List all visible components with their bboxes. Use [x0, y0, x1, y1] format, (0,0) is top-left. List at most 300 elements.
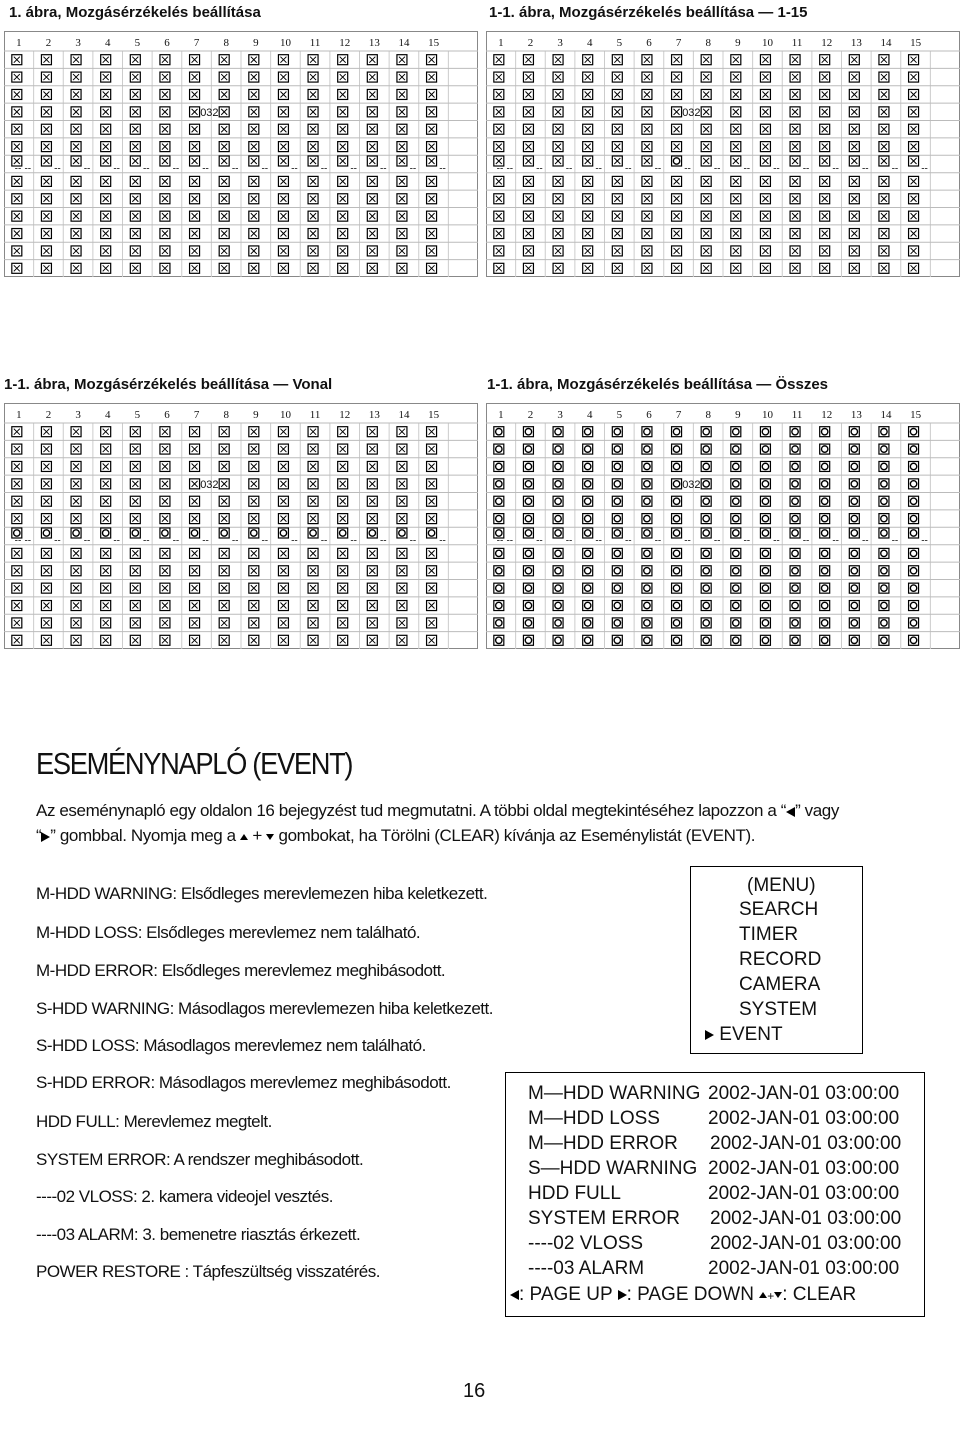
- motion-cell[interactable]: [427, 211, 437, 221]
- motion-cell[interactable]: [790, 72, 800, 82]
- motion-cell[interactable]: [71, 72, 81, 82]
- motion-cell[interactable]: [731, 55, 741, 65]
- motion-cell[interactable]: [71, 601, 81, 611]
- motion-cell[interactable]: [494, 55, 504, 65]
- motion-cell[interactable]: [612, 55, 622, 65]
- motion-cell-active[interactable]: [553, 601, 563, 611]
- motion-cell[interactable]: [790, 246, 800, 256]
- motion-cell[interactable]: [701, 124, 711, 134]
- motion-cell[interactable]: [879, 229, 889, 239]
- motion-cell-active[interactable]: [909, 427, 919, 437]
- motion-cell[interactable]: [278, 566, 288, 576]
- motion-cell[interactable]: [583, 176, 593, 186]
- motion-cell-active[interactable]: [760, 601, 770, 611]
- motion-cell[interactable]: [12, 514, 22, 524]
- motion-cell[interactable]: [397, 156, 407, 166]
- motion-cell-active[interactable]: [731, 496, 741, 506]
- motion-cell[interactable]: [160, 479, 170, 489]
- motion-cell[interactable]: [101, 635, 111, 645]
- motion-cell[interactable]: [397, 479, 407, 489]
- motion-cell[interactable]: [278, 479, 288, 489]
- motion-cell-active[interactable]: [820, 479, 830, 489]
- motion-cell[interactable]: [612, 124, 622, 134]
- motion-cell-active[interactable]: [731, 528, 741, 538]
- motion-cell[interactable]: [71, 514, 81, 524]
- motion-cell[interactable]: [397, 229, 407, 239]
- motion-cell[interactable]: [909, 263, 919, 273]
- motion-cell[interactable]: [101, 124, 111, 134]
- motion-cell-active[interactable]: [583, 583, 593, 593]
- motion-cell-active[interactable]: [879, 427, 889, 437]
- motion-cell-active[interactable]: [642, 496, 652, 506]
- motion-cell[interactable]: [553, 107, 563, 117]
- motion-cell[interactable]: [130, 479, 140, 489]
- motion-cell-active[interactable]: [701, 514, 711, 524]
- motion-cell[interactable]: [760, 156, 770, 166]
- motion-cell[interactable]: [672, 229, 682, 239]
- motion-cell[interactable]: [308, 72, 318, 82]
- motion-cell-active[interactable]: [820, 427, 830, 437]
- motion-cell[interactable]: [71, 583, 81, 593]
- motion-cell[interactable]: [427, 107, 437, 117]
- motion-cell-active[interactable]: [820, 548, 830, 558]
- motion-cell[interactable]: [219, 55, 229, 65]
- motion-cell[interactable]: [308, 263, 318, 273]
- motion-cell[interactable]: [849, 142, 859, 152]
- motion-cell-active[interactable]: [523, 528, 533, 538]
- motion-cell[interactable]: [249, 107, 259, 117]
- motion-cell[interactable]: [494, 194, 504, 204]
- motion-cell-active[interactable]: [849, 528, 859, 538]
- motion-cell[interactable]: [219, 444, 229, 454]
- motion-cell[interactable]: [820, 142, 830, 152]
- motion-cell[interactable]: [397, 55, 407, 65]
- motion-cell[interactable]: [249, 479, 259, 489]
- motion-cell[interactable]: [12, 263, 22, 273]
- motion-cell[interactable]: [190, 124, 200, 134]
- motion-cell-active[interactable]: [731, 427, 741, 437]
- motion-cell-active[interactable]: [553, 514, 563, 524]
- motion-cell[interactable]: [731, 263, 741, 273]
- motion-cell[interactable]: [130, 55, 140, 65]
- motion-cell[interactable]: [790, 124, 800, 134]
- motion-cell-active[interactable]: [672, 444, 682, 454]
- motion-cell[interactable]: [583, 55, 593, 65]
- motion-cell-active[interactable]: [583, 496, 593, 506]
- motion-cell[interactable]: [41, 583, 51, 593]
- motion-cell-active[interactable]: [494, 444, 504, 454]
- motion-cell[interactable]: [849, 176, 859, 186]
- motion-cell[interactable]: [308, 444, 318, 454]
- motion-cell[interactable]: [790, 176, 800, 186]
- motion-cell[interactable]: [760, 55, 770, 65]
- motion-cell[interactable]: [190, 548, 200, 558]
- motion-cell[interactable]: [397, 461, 407, 471]
- motion-cell[interactable]: [190, 618, 200, 628]
- motion-cell[interactable]: [494, 263, 504, 273]
- motion-cell[interactable]: [219, 72, 229, 82]
- motion-cell-active[interactable]: [731, 618, 741, 628]
- motion-cell[interactable]: [190, 211, 200, 221]
- motion-cell-active[interactable]: [612, 496, 622, 506]
- motion-cell-active[interactable]: [820, 444, 830, 454]
- motion-cell[interactable]: [160, 194, 170, 204]
- motion-cell[interactable]: [71, 246, 81, 256]
- motion-cell[interactable]: [427, 566, 437, 576]
- motion-cell[interactable]: [338, 72, 348, 82]
- motion-cell[interactable]: [879, 194, 889, 204]
- motion-cell[interactable]: [249, 514, 259, 524]
- motion-cell-active[interactable]: [879, 618, 889, 628]
- motion-cell[interactable]: [219, 107, 229, 117]
- motion-cell[interactable]: [160, 107, 170, 117]
- motion-cell[interactable]: [790, 263, 800, 273]
- motion-cell-active[interactable]: [701, 479, 711, 489]
- motion-cell[interactable]: [427, 496, 437, 506]
- motion-cell-active[interactable]: [909, 528, 919, 538]
- motion-cell-active[interactable]: [553, 566, 563, 576]
- motion-cell-active[interactable]: [790, 427, 800, 437]
- motion-cell-active[interactable]: [879, 461, 889, 471]
- motion-cell[interactable]: [12, 479, 22, 489]
- motion-cell[interactable]: [308, 548, 318, 558]
- motion-cell[interactable]: [879, 246, 889, 256]
- motion-cell[interactable]: [41, 548, 51, 558]
- motion-cell[interactable]: [130, 461, 140, 471]
- motion-cell[interactable]: [308, 601, 318, 611]
- motion-cell[interactable]: [879, 176, 889, 186]
- motion-cell-active[interactable]: [494, 496, 504, 506]
- motion-cell[interactable]: [130, 229, 140, 239]
- motion-cell-active[interactable]: [701, 444, 711, 454]
- motion-cell[interactable]: [397, 176, 407, 186]
- motion-cell[interactable]: [190, 514, 200, 524]
- motion-cell[interactable]: [71, 55, 81, 65]
- motion-cell[interactable]: [367, 176, 377, 186]
- motion-cell-active[interactable]: [879, 635, 889, 645]
- motion-cell[interactable]: [731, 89, 741, 99]
- motion-cell[interactable]: [101, 566, 111, 576]
- motion-cell-active[interactable]: [672, 427, 682, 437]
- motion-cell[interactable]: [397, 194, 407, 204]
- motion-cell-active[interactable]: [642, 566, 652, 576]
- motion-cell[interactable]: [101, 263, 111, 273]
- motion-cell[interactable]: [12, 461, 22, 471]
- motion-cell-active[interactable]: [909, 479, 919, 489]
- motion-cell[interactable]: [249, 176, 259, 186]
- motion-cell[interactable]: [338, 211, 348, 221]
- motion-cell[interactable]: [790, 229, 800, 239]
- motion-cell[interactable]: [642, 229, 652, 239]
- motion-cell-active[interactable]: [879, 583, 889, 593]
- motion-cell[interactable]: [849, 156, 859, 166]
- motion-cell[interactable]: [427, 514, 437, 524]
- motion-cell[interactable]: [849, 107, 859, 117]
- motion-cell-active[interactable]: [190, 528, 200, 538]
- motion-cell[interactable]: [249, 89, 259, 99]
- motion-cell[interactable]: [278, 89, 288, 99]
- motion-cell-active[interactable]: [672, 601, 682, 611]
- motion-cell[interactable]: [41, 514, 51, 524]
- motion-cell[interactable]: [41, 427, 51, 437]
- motion-cell-active[interactable]: [672, 514, 682, 524]
- motion-cell[interactable]: [790, 142, 800, 152]
- motion-cell-active[interactable]: [849, 461, 859, 471]
- motion-cell[interactable]: [523, 211, 533, 221]
- motion-cell[interactable]: [642, 246, 652, 256]
- motion-cell[interactable]: [71, 263, 81, 273]
- motion-cell[interactable]: [427, 142, 437, 152]
- motion-cell-active[interactable]: [820, 566, 830, 576]
- motion-cell-active[interactable]: [130, 528, 140, 538]
- motion-cell-active[interactable]: [909, 566, 919, 576]
- motion-cell-active[interactable]: [523, 548, 533, 558]
- motion-cell-active[interactable]: [701, 601, 711, 611]
- motion-cell[interactable]: [397, 514, 407, 524]
- motion-cell[interactable]: [101, 548, 111, 558]
- motion-cell[interactable]: [427, 229, 437, 239]
- motion-cell-active[interactable]: [367, 528, 377, 538]
- motion-cell-active[interactable]: [523, 514, 533, 524]
- motion-cell-active[interactable]: [553, 618, 563, 628]
- motion-cell[interactable]: [494, 176, 504, 186]
- motion-cell[interactable]: [397, 496, 407, 506]
- motion-cell-active[interactable]: [523, 444, 533, 454]
- motion-cell[interactable]: [879, 107, 889, 117]
- motion-cell[interactable]: [219, 89, 229, 99]
- motion-cell[interactable]: [190, 444, 200, 454]
- motion-cell[interactable]: [12, 142, 22, 152]
- motion-cell-active[interactable]: [820, 583, 830, 593]
- motion-cell[interactable]: [397, 211, 407, 221]
- motion-cell[interactable]: [190, 142, 200, 152]
- motion-cell[interactable]: [278, 142, 288, 152]
- motion-cell-active[interactable]: [790, 583, 800, 593]
- motion-cell[interactable]: [71, 156, 81, 166]
- motion-cell[interactable]: [849, 72, 859, 82]
- motion-cell[interactable]: [160, 444, 170, 454]
- motion-cell[interactable]: [12, 55, 22, 65]
- motion-cell-active[interactable]: [879, 514, 889, 524]
- motion-cell[interactable]: [760, 72, 770, 82]
- motion-cell[interactable]: [642, 176, 652, 186]
- motion-cell[interactable]: [71, 566, 81, 576]
- motion-cell-active[interactable]: [612, 427, 622, 437]
- motion-cell[interactable]: [71, 89, 81, 99]
- motion-cell-active[interactable]: [583, 618, 593, 628]
- motion-cell[interactable]: [101, 444, 111, 454]
- motion-cell[interactable]: [672, 72, 682, 82]
- motion-cell[interactable]: [397, 142, 407, 152]
- motion-cell[interactable]: [494, 211, 504, 221]
- motion-cell-active[interactable]: [701, 461, 711, 471]
- motion-cell-active[interactable]: [672, 583, 682, 593]
- motion-cell[interactable]: [338, 246, 348, 256]
- motion-cell[interactable]: [130, 427, 140, 437]
- motion-cell-active[interactable]: [879, 566, 889, 576]
- motion-cell[interactable]: [219, 583, 229, 593]
- motion-cell-active[interactable]: [642, 618, 652, 628]
- motion-cell-active[interactable]: [553, 548, 563, 558]
- motion-cell-active[interactable]: [760, 583, 770, 593]
- motion-cell[interactable]: [160, 89, 170, 99]
- motion-cell[interactable]: [820, 229, 830, 239]
- motion-cell[interactable]: [523, 89, 533, 99]
- motion-cell[interactable]: [190, 156, 200, 166]
- motion-cell[interactable]: [397, 124, 407, 134]
- motion-cell-active[interactable]: [672, 635, 682, 645]
- motion-cell[interactable]: [672, 246, 682, 256]
- motion-cell-active[interactable]: [672, 618, 682, 628]
- motion-cell-active[interactable]: [612, 583, 622, 593]
- motion-cell[interactable]: [427, 194, 437, 204]
- motion-cell-active[interactable]: [672, 548, 682, 558]
- motion-cell[interactable]: [790, 194, 800, 204]
- motion-cell-active[interactable]: [612, 528, 622, 538]
- motion-cell[interactable]: [278, 461, 288, 471]
- motion-cell[interactable]: [879, 211, 889, 221]
- motion-cell[interactable]: [731, 156, 741, 166]
- motion-cell[interactable]: [190, 427, 200, 437]
- motion-cell[interactable]: [731, 229, 741, 239]
- motion-cell[interactable]: [130, 107, 140, 117]
- motion-cell-active[interactable]: [760, 635, 770, 645]
- motion-cell[interactable]: [553, 263, 563, 273]
- motion-cell[interactable]: [12, 583, 22, 593]
- motion-cell[interactable]: [397, 583, 407, 593]
- motion-cell[interactable]: [909, 246, 919, 256]
- motion-cell-active[interactable]: [494, 479, 504, 489]
- motion-cell[interactable]: [642, 194, 652, 204]
- motion-cell[interactable]: [367, 142, 377, 152]
- motion-cell[interactable]: [849, 263, 859, 273]
- motion-cell[interactable]: [338, 89, 348, 99]
- motion-cell-active[interactable]: [820, 601, 830, 611]
- motion-cell[interactable]: [12, 601, 22, 611]
- motion-cell-active[interactable]: [849, 583, 859, 593]
- motion-cell-active[interactable]: [849, 444, 859, 454]
- motion-cell[interactable]: [160, 263, 170, 273]
- motion-cell-active[interactable]: [642, 427, 652, 437]
- motion-cell[interactable]: [12, 548, 22, 558]
- motion-cell[interactable]: [101, 479, 111, 489]
- motion-cell-active[interactable]: [160, 528, 170, 538]
- motion-cell[interactable]: [849, 124, 859, 134]
- motion-cell[interactable]: [160, 618, 170, 628]
- motion-cell[interactable]: [12, 618, 22, 628]
- motion-cell[interactable]: [553, 229, 563, 239]
- motion-cell[interactable]: [612, 142, 622, 152]
- motion-cell[interactable]: [219, 124, 229, 134]
- motion-cell[interactable]: [701, 194, 711, 204]
- motion-cell-active[interactable]: [701, 528, 711, 538]
- motion-cell-active[interactable]: [760, 496, 770, 506]
- motion-cell[interactable]: [101, 142, 111, 152]
- motion-cell[interactable]: [71, 124, 81, 134]
- motion-cell-active[interactable]: [612, 444, 622, 454]
- motion-cell[interactable]: [879, 263, 889, 273]
- motion-cell[interactable]: [849, 229, 859, 239]
- motion-cell-active[interactable]: [879, 601, 889, 611]
- motion-cell[interactable]: [101, 461, 111, 471]
- motion-cell[interactable]: [249, 55, 259, 65]
- motion-cell[interactable]: [909, 156, 919, 166]
- motion-cell[interactable]: [338, 514, 348, 524]
- motion-cell-active[interactable]: [583, 479, 593, 489]
- motion-cell[interactable]: [101, 229, 111, 239]
- motion-cell[interactable]: [190, 194, 200, 204]
- motion-cell[interactable]: [367, 479, 377, 489]
- motion-cell-active[interactable]: [553, 444, 563, 454]
- motion-cell-active[interactable]: [41, 528, 51, 538]
- motion-cell[interactable]: [701, 156, 711, 166]
- motion-cell-active[interactable]: [494, 548, 504, 558]
- motion-cell[interactable]: [130, 444, 140, 454]
- motion-cell[interactable]: [879, 142, 889, 152]
- motion-cell[interactable]: [820, 107, 830, 117]
- motion-cell[interactable]: [249, 124, 259, 134]
- motion-cell-active[interactable]: [494, 514, 504, 524]
- motion-cell[interactable]: [583, 89, 593, 99]
- motion-cell[interactable]: [642, 72, 652, 82]
- motion-cell[interactable]: [308, 124, 318, 134]
- motion-cell[interactable]: [731, 124, 741, 134]
- motion-cell[interactable]: [367, 211, 377, 221]
- motion-cell[interactable]: [731, 194, 741, 204]
- motion-cell[interactable]: [190, 107, 200, 117]
- motion-cell[interactable]: [12, 566, 22, 576]
- motion-cell-active[interactable]: [612, 635, 622, 645]
- motion-cell-active[interactable]: [879, 528, 889, 538]
- motion-cell-active[interactable]: [642, 444, 652, 454]
- motion-cell-active[interactable]: [879, 479, 889, 489]
- motion-cell[interactable]: [790, 107, 800, 117]
- motion-cell[interactable]: [701, 246, 711, 256]
- motion-cell[interactable]: [12, 107, 22, 117]
- motion-cell[interactable]: [909, 55, 919, 65]
- motion-cell-active[interactable]: [308, 528, 318, 538]
- motion-cell[interactable]: [308, 583, 318, 593]
- motion-cell[interactable]: [523, 124, 533, 134]
- motion-cell[interactable]: [41, 194, 51, 204]
- motion-cell-active[interactable]: [760, 548, 770, 558]
- motion-cell[interactable]: [790, 55, 800, 65]
- motion-cell[interactable]: [338, 194, 348, 204]
- motion-cell-active[interactable]: [249, 528, 259, 538]
- motion-cell[interactable]: [308, 618, 318, 628]
- motion-cell-active[interactable]: [909, 618, 919, 628]
- motion-cell[interactable]: [190, 229, 200, 239]
- motion-cell[interactable]: [367, 566, 377, 576]
- motion-cell-active[interactable]: [612, 601, 622, 611]
- motion-cell[interactable]: [130, 89, 140, 99]
- motion-cell-active[interactable]: [523, 635, 533, 645]
- motion-cell[interactable]: [909, 72, 919, 82]
- motion-cell[interactable]: [308, 514, 318, 524]
- motion-cell[interactable]: [160, 142, 170, 152]
- motion-cell-active[interactable]: [701, 618, 711, 628]
- motion-cell[interactable]: [583, 107, 593, 117]
- motion-cell[interactable]: [308, 142, 318, 152]
- motion-cell-active[interactable]: [523, 566, 533, 576]
- motion-cell[interactable]: [397, 566, 407, 576]
- motion-cell-active[interactable]: [278, 528, 288, 538]
- motion-cell[interactable]: [41, 229, 51, 239]
- motion-cell[interactable]: [397, 246, 407, 256]
- motion-cell[interactable]: [160, 427, 170, 437]
- motion-cell-active[interactable]: [642, 583, 652, 593]
- motion-cell[interactable]: [427, 583, 437, 593]
